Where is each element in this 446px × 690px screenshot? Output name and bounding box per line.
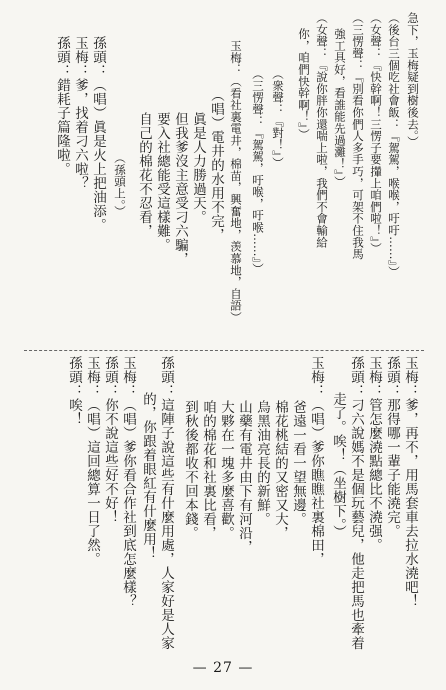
text-column: 孫頭：刁六說媽不是個玩藝兒，他走把馬也牽着: [348, 356, 364, 650]
text-column: 孫頭：這陣子說這些有什麼用處，人家好是人家: [158, 356, 174, 650]
text-column: 孫頭：錯耗子篇隆啦。: [54, 36, 70, 176]
text-column: （女聲：『快幹啊！三愣子要攆上咱們啦！』）: [369, 12, 383, 255]
text-column: 孫頭：那得哪一輩子能澆完。: [384, 356, 400, 538]
text-column: 急下，玉梅疑到樹後去。）: [406, 12, 420, 148]
text-column: 玉梅：（唱）爹你看合作社到底怎麼樣？: [120, 356, 136, 608]
text-column: 烏黑油亮長的新鮮。: [254, 400, 270, 526]
section-divider: [24, 350, 424, 351]
text-column: （後台三個吃社會飯：『駕駕，喉喉，吁吁……』）: [387, 12, 401, 278]
page-number: — 27 —: [192, 660, 254, 676]
text-column: （三愣聲：『駕駕，吁喉，吁喉……』）: [251, 68, 265, 275]
text-column: （衆聲：『對！』）: [271, 68, 285, 169]
text-column: 玉梅：（看社裏電井，棉苗，興奮地，羡慕地，自語）: [229, 40, 243, 324]
text-column: 的，你跟着眼紅有什麼用！: [140, 392, 156, 560]
text-column: 山藥有電井由下有河沿，: [236, 400, 252, 554]
text-column: 孫頭：你不說這些好不好！: [102, 356, 118, 524]
text-column: 你，咱們快幹啊！』）: [297, 28, 311, 141]
text-column: 玉梅：爹，再不，用馬套車去拉水澆吧！: [402, 356, 418, 608]
text-column: 眞是人力勝過天。: [190, 112, 206, 224]
text-column: 孫頭：唉！: [66, 356, 82, 426]
text-column: 孫頭：（唱）眞是火上把油添。: [90, 36, 106, 232]
text-column: 強工具好，看誰能先過灘！』）: [333, 28, 347, 188]
text-column: 到秋後都收不回本錢。: [182, 400, 198, 540]
text-column: （孫頭上。）: [113, 152, 127, 218]
text-column: （唱）電井的水用不完，: [208, 88, 224, 242]
text-column: 玉梅：（唱）爹你瞧瞧社裏棉田，: [308, 356, 324, 566]
text-column: 大夥在一塊多麼喜歡。: [218, 400, 234, 540]
text-column: 玉梅：管怎麼澆點總比不澆强。: [366, 356, 382, 552]
text-column: 咱的棉花和社裏比看，: [200, 400, 216, 540]
text-column: （女聲：『說你胖你還喘上啦，我們不會輸給: [315, 12, 329, 248]
text-column: 玉梅：（唱）這回總算一日了然。: [84, 356, 100, 566]
text-column: 但我爹沒主意受刁六騙，: [172, 112, 188, 266]
text-column: 爸遠一看一望無邊。: [290, 400, 306, 526]
text-column: 自己的棉花不忍看，: [136, 112, 152, 238]
text-column: 棉花桃結的又密又大，: [272, 400, 288, 540]
text-column: 走了。唉！（坐樹下。）: [330, 392, 346, 540]
text-column: （三愣聲：『別看你們人多手巧，可架不住我馬: [351, 12, 365, 260]
text-column: 玉梅：爹，找着刁六啦？: [72, 36, 88, 190]
text-column: 要入社總能受這樣難。: [154, 112, 170, 252]
